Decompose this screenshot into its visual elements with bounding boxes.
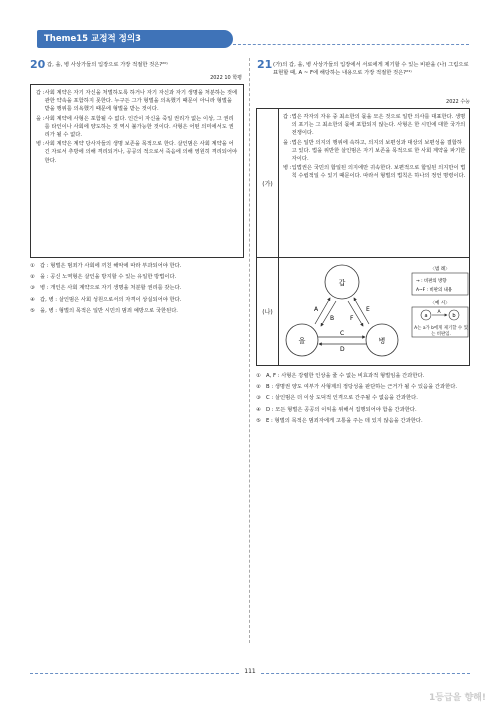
diagram-node-eul: [286, 324, 318, 356]
edge-e-label: E: [366, 306, 370, 313]
choice-text: A, F : 사형은 강렬한 인상을 줄 수 없는 비효과적 형벌임을 간과한다.: [266, 373, 425, 379]
q20-choice-5[interactable]: [30, 307, 244, 315]
choice-text: D : 모든 형벌은 공공의 이익을 위해서 집행되어야 함을 간과한다.: [266, 406, 417, 413]
legend-title: 〈범 례〉: [430, 267, 450, 272]
q21-passage-ga-row: [283, 113, 467, 138]
edge-f-label: F: [350, 315, 354, 322]
q21-choice-5[interactable]: [256, 417, 470, 425]
q21-passage-ga-speaker-label: 갑 :: [283, 114, 292, 120]
edge-a-label: A: [314, 306, 319, 313]
q20-passage-speaker-text: 사회 계약은 계약 당사자들의 생명 보존을 목적으로 한다. 살인범은 사회 계약을 어긴 자로서 추방에 의해 격리되거나, 공공의 적으로서 죽음에 의해 영원히 격리되어야 한다.: [44, 141, 238, 164]
legend-arrow-text: → : 비판의 방향: [416, 279, 447, 284]
edge-c-label: C: [340, 330, 345, 337]
passage-ga-label: (가): [257, 109, 279, 257]
question-21-choices: [256, 372, 470, 428]
diagram-node-gap: [325, 265, 359, 299]
question-21-source: 2022 수능: [446, 99, 470, 105]
q21-choice-1[interactable]: [256, 372, 470, 380]
q21-passage-ga-row: [283, 139, 467, 164]
q20-passage-speaker-label: 갑 :: [36, 90, 45, 96]
q20-passage-speaker-text: 사회 계약에 사형은 포함될 수 없다. 인간이 자신을 죽일 권리가 없는 이상, 그 권리를 타인이나 사회에 양도하는 것 역시 불가능한 것이다. 사형은 어떤 의미에서도 권리가 될 수 없다.: [44, 115, 234, 139]
q21-choice-3[interactable]: [256, 394, 470, 402]
q20-choice-1[interactable]: [30, 262, 244, 270]
legend-content-text: A~F : 비판의 내용: [416, 288, 453, 293]
node-byeong-label: 병: [378, 337, 386, 345]
criticism-diagram: [280, 258, 470, 366]
choice-text: C : 살인범은 더 이상 도덕적 인격으로 간주될 수 없음을 간과한다.: [266, 395, 418, 402]
q20-passage-speaker-label: 을 :: [36, 115, 45, 122]
question-20-passage-box: [30, 84, 244, 258]
diagram-na-label: (나): [257, 258, 279, 365]
passage-ga-box: [256, 108, 470, 258]
choice-text: 갑 : 형벌은 범죄가 사회에 끼친 해악에 따라 부과되어야 한다.: [40, 263, 182, 269]
choice-number: ④: [30, 296, 35, 303]
example-edge-label: A: [437, 310, 441, 315]
edge-d-label: D: [340, 346, 345, 353]
example-node-b: b: [452, 313, 456, 319]
edge-b-label: B: [330, 315, 335, 322]
q20-passage-speaker-label: 병 :: [36, 141, 45, 148]
question-21-stem: (가)의 갑, 을, 병 사상가들의 입장에서 서로에게 제기할 수 있는 비판을 (나) 그림으로 표현할 때, A ~ F에 해당하는 내용으로 가장 적절한 것은?²¹⁾: [273, 62, 469, 77]
choice-number: ⑤: [30, 307, 35, 314]
question-20-choices: [30, 262, 244, 318]
choice-text: 을, 병 : 형벌의 목적은 일반 시민의 범죄 예방으로 국한된다.: [40, 307, 178, 314]
diagram-node-byeong: [366, 324, 398, 356]
q21-passage-ga-row: [283, 164, 467, 180]
question-21-number: 21: [257, 58, 273, 71]
example-node-a: a: [424, 313, 428, 319]
diagram-na-box: [256, 258, 470, 366]
choice-text: B : 생명권 양도 여부가 사형제의 정당성을 판단하는 근거가 될 수 있음을 간과한다.: [266, 384, 458, 391]
q20-passage-row: [36, 140, 238, 165]
question-20-stem: 갑, 을, 병 사상가들의 입장으로 가장 적절한 것은?²⁰⁾: [47, 62, 168, 68]
q21-passage-ga-speaker-label: 병 :: [283, 165, 292, 172]
q21-passage-ga-speaker-label: 을 :: [283, 139, 292, 146]
example-title: 〈예 시〉: [430, 301, 450, 306]
q21-passage-ga-speaker-text: 법은 일반 의지의 행위에 속하고, 의지의 보편성과 대상의 보편성을 결합하고 있다. 법을 위반한 살인범은 자기 보존을 목적으로 한 사회 계약을 파기한 자이다.: [291, 139, 466, 163]
q20-passage-row: [36, 89, 238, 114]
q20-choice-4[interactable]: [30, 296, 244, 304]
choice-number: ②: [30, 274, 35, 281]
column-divider: [249, 58, 250, 643]
theme-title: Theme15 교정적 정의3: [44, 34, 141, 44]
q21-passage-ga-speaker-text: 법은 각자의 자유 중 최소한의 몫을 모은 것으로 일반 의사를 대표한다. 생명의 포기는 그 최소한의 몫에 포함되지 않는다. 사형은 한 시민에 대한 국가의 전쟁이다.: [291, 114, 466, 137]
choice-number: ①: [256, 373, 261, 379]
q21-choice-2[interactable]: [256, 383, 470, 391]
choice-number: ④: [256, 406, 261, 413]
node-gap-label: 갑: [338, 279, 346, 287]
page-number: 111: [240, 668, 260, 675]
q20-choice-3[interactable]: [30, 284, 244, 292]
choice-text: 을 : 공신 노역형은 살인을 방지할 수 있는 유일한 방법이다.: [40, 274, 177, 281]
q20-passage-row: [36, 115, 238, 140]
choice-number: ⑤: [256, 417, 261, 424]
q20-choice-2[interactable]: [30, 273, 244, 281]
node-eul-label: 을: [298, 337, 306, 345]
brand-slogan: 1등급을 향해!: [429, 693, 486, 703]
choice-number: ②: [256, 384, 261, 391]
q21-choice-4[interactable]: [256, 406, 470, 414]
header-divider: [233, 44, 469, 45]
choice-text: 병 : 개인은 사회 계약으로 자기 생명을 처분할 권리를 갖는다.: [40, 285, 182, 292]
choice-number: ③: [30, 285, 35, 292]
choice-text: 갑, 병 : 살인범은 사회 성원으로서의 자격이 상실되어야 한다.: [40, 296, 182, 303]
q20-passage-speaker-text: 사회 계약은 자기 자신을 처벌하도록 하거나 자기 자신과 자기 생명을 처분하는 것에 관한 약속을 포함하지 못한다. 누구든 그가 형벌을 의욕했기 때문이 아니라 형벌을 받을 행위를 의욕했기 때문에 형벌을 받는 것이다.: [44, 90, 238, 113]
question-20-source: 2022 10 학평: [210, 75, 242, 81]
diagram-legend: [412, 265, 468, 295]
edge-f-arrow: [348, 301, 363, 326]
choice-text: E : 형벌의 목적은 범죄자에게 고통을 주는 데 있지 않음을 간과한다.: [266, 417, 423, 424]
example-caption: A는 a가 b에게 제기할 수 있는 비판임.: [414, 326, 468, 337]
q21-passage-ga-speaker-text: 입법권은 국민의 합일된 의지에만 귀속한다. 보편적으로 합일된 의지만이 법칙 수립적일 수 있기 때문이다. 따라서 형벌의 법칙은 하나의 정언 명령이다.: [291, 165, 466, 180]
choice-number: ①: [30, 263, 35, 269]
edge-b-arrow: [321, 301, 336, 326]
choice-number: ③: [256, 395, 261, 402]
question-20-number: 20: [30, 58, 46, 71]
